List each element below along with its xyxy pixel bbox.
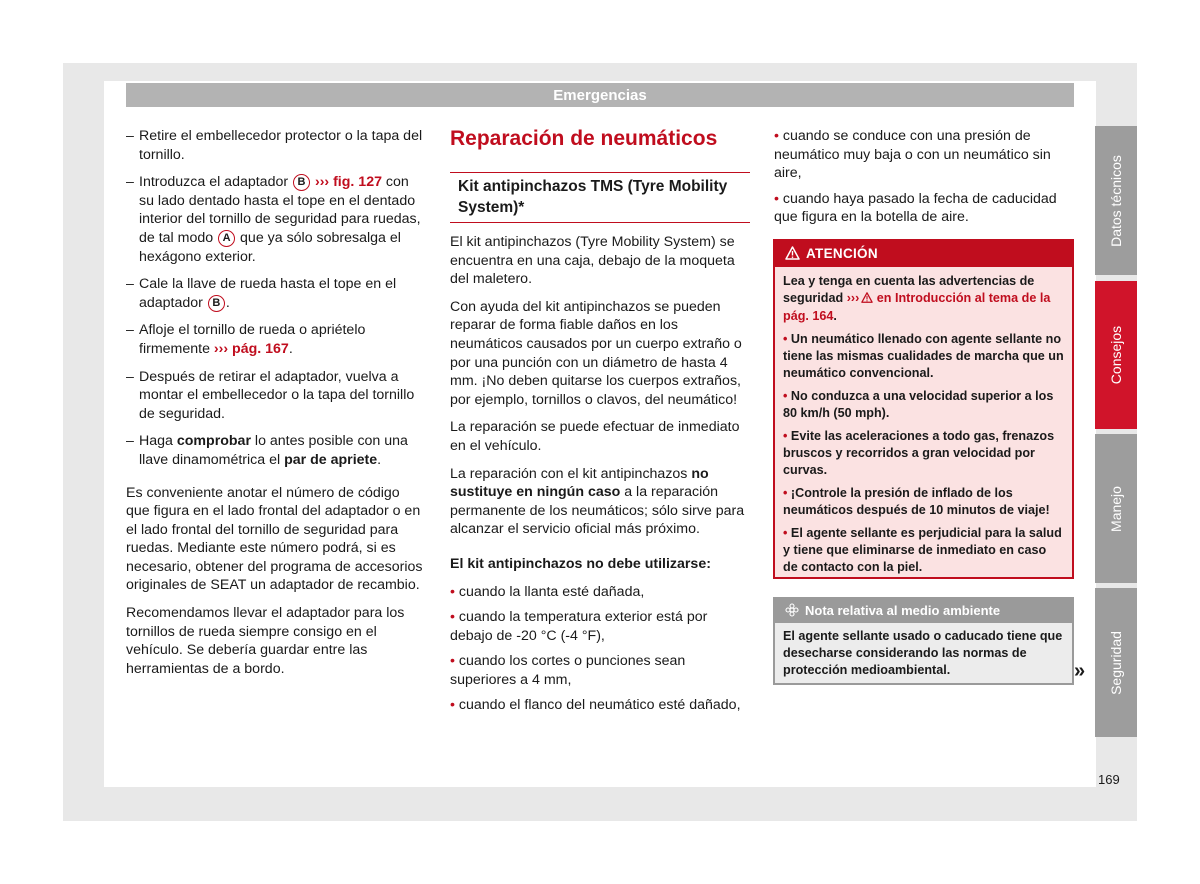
tab-consejos[interactable]: Consejos — [1095, 281, 1137, 429]
tab-manejo[interactable]: Manejo — [1095, 434, 1137, 583]
environment-note-header: Nota relativa al medio ambiente — [775, 599, 1072, 623]
left-column — [126, 127, 426, 687]
paragraph: Recomendamos llevar el adaptador para los tornillos de rueda siempre consigo en el vehículo. Se debería guardar entre las herramientas de a bordo. — [126, 605, 405, 677]
list-item: • El agente sellante es perjudicial para la salud y tiene que eliminarse de inmediato en caso de contacto con la piel. — [783, 526, 1062, 574]
warning-header: ATENCIÓN — [775, 241, 1072, 267]
list-item: – Retire el embellecedor protector o la tapa del tornillo. — [126, 128, 423, 163]
list-item: – Después de retirar el adaptador, vuelva a montar el embellecedor o la tapa del tornillo de seguridad. — [126, 368, 415, 422]
section-subtitle: Kit antipinchazos TMS (Tyre Mobility System)* — [450, 172, 750, 223]
list-item: – Introduzca el adaptador B ››› fig. 127 con su lado dentado hasta el tope en el dentado interior del tornillo de seguridad para ruedas, de tal modo A que ya sólo sobresalga el hexágono exterior. — [126, 174, 421, 265]
paragraph: El kit antipinchazos (Tyre Mobility System) se encuentra en una caja, debajo de la moqueta del maletero. — [450, 234, 735, 288]
paragraph: Con ayuda del kit antipinchazos se pueden reparar de forma fiable daños en los neumáticos causados por un cuerpo extraño o por una punción con un diámetro de hasta 4 mm. ¡No deben quitarse los cuerpos extraños, por ejemplo, tornillos o clavos, del neumático! — [450, 298, 742, 408]
warning-box — [773, 239, 1074, 579]
list-item: • cuando los cortes o punciones sean superiores a 4 mm, — [450, 653, 686, 688]
paragraph: La reparación con el kit antipinchazos no sustituye en ningún caso a la reparación permanente de los neumáticos; sólo sirve para alcanzar el servicio oficial más próximo. — [450, 465, 745, 538]
figure-link[interactable]: ››› fig. 127 — [314, 174, 382, 191]
warning-triangle-icon — [785, 243, 800, 269]
page-link[interactable]: ››› pág. 167 — [213, 340, 289, 357]
warning-triangle-icon — [861, 291, 873, 308]
list-item: • cuando el flanco del neumático esté dañado, — [450, 697, 741, 714]
environment-note-body: El agente sellante usado o caducado tiene que desecharse considerando las normas de protección medioambiental. — [783, 629, 1063, 677]
list-item: • cuando haya pasado la fecha de caducidad que figura en la botella de aire. — [774, 190, 1057, 226]
list-item: – Haga comprobar lo antes posible con una llave dinamométrica el par de apriete. — [126, 433, 408, 468]
reference-link[interactable]: ››› en Introducción al tema de la pág. 164 — [783, 291, 1051, 323]
page-number: 169 — [1098, 772, 1120, 787]
right-column — [774, 127, 1074, 234]
callout-a: A — [218, 230, 235, 247]
environment-note-box — [773, 597, 1074, 685]
list-item: – Afloje el tornillo de rueda o apriételo firmemente ››› pág. 167. — [126, 322, 366, 357]
list-heading: El kit antipinchazos no debe utilizarse: — [450, 555, 711, 572]
list-item: • ¡Controle la presión de inflado de los neumáticos después de 10 minutos de viaje! — [783, 486, 1050, 517]
paragraph: Es conveniente anotar el número de código que figura en el lado frontal del adaptador o en el lado frontal del tornillo de seguridad para ruedas. Mediante este número podrá, si es necesario, obtener del programa de accesorios originales de SEAT un adaptador de recambio. — [126, 484, 423, 594]
continue-icon: » — [1074, 660, 1086, 682]
middle-column — [450, 126, 750, 722]
page-title: Reparación de neumáticos — [450, 127, 718, 150]
tab-seguridad[interactable]: Seguridad — [1095, 588, 1137, 737]
flower-icon — [785, 601, 799, 625]
list-item: • No conduzca a una velocidad superior a los 80 km/h (50 mph). — [783, 389, 1054, 420]
callout-b: B — [293, 174, 310, 191]
list-item: • Un neumático llenado con agente sellante no tiene las mismas cualidades de marcha que un neumático convencional. — [783, 332, 1064, 380]
callout-b: B — [208, 295, 225, 312]
tab-datos-tecnicos[interactable]: Datos técnicos — [1095, 126, 1137, 275]
list-item: • cuando la temperatura exterior está por debajo de -20 °C (-4 °F), — [450, 609, 708, 644]
warning-body: Lea y tenga en cuenta las advertencias de seguridad ››› en Introducción al tema de la pág. 164. • Un neumático llenado con agente sellante no tiene las mismas cualidades de marcha que un neumático convencional. • No conduzca a una velocidad superior a los 80 km/h (50 mph). • Evite las aceleraciones a todo gas, frenazos bruscos y recorridos a gran velocidad por curvas. • ¡Controle la presión de inflado de los neumáticos después de 10 minutos de viaje! • El agente sellante es perjudicial para la salud y tiene que eliminarse de inmediato en caso de contacto con la piel. — [783, 274, 1064, 574]
list-item: • Evite las aceleraciones a todo gas, frenazos bruscos y recorridos a gran velocidad por curvas. — [783, 429, 1055, 477]
paragraph: La reparación se puede efectuar de inmediato en el vehículo. — [450, 419, 740, 454]
list-item: – Cale la llave de rueda hasta el tope en el adaptador B . — [126, 276, 397, 311]
list-item: • cuando se conduce con una presión de neumático muy baja o con un neumático sin aire, — [774, 128, 1051, 182]
section-header: Emergencias — [126, 83, 1074, 107]
list-item: • cuando la llanta esté dañada, — [450, 583, 645, 600]
